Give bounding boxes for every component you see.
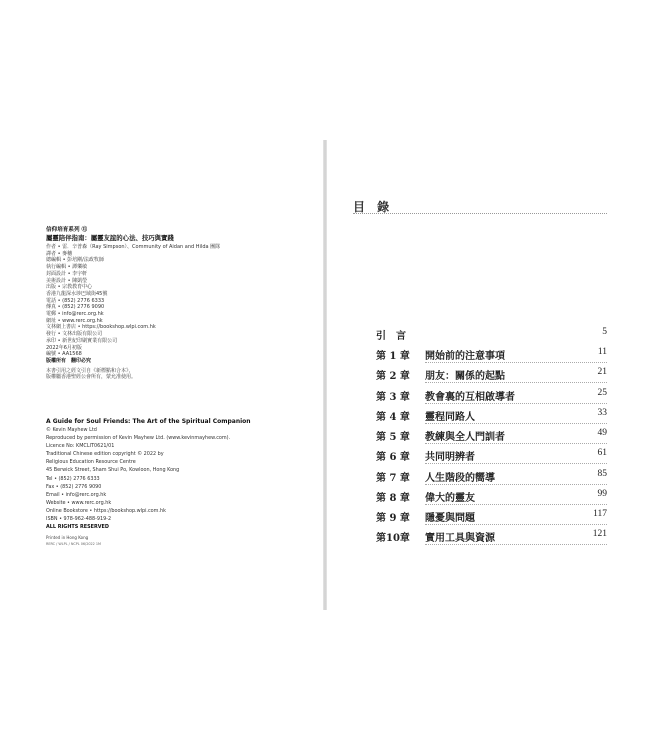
print-code: RERC / WLPL / NCPL 06/2022 1M bbox=[46, 542, 101, 547]
toc-dotted-rule bbox=[425, 403, 607, 404]
toc-page-number: 33 bbox=[597, 408, 607, 418]
toc-chapter-label: 第 6 章 bbox=[376, 452, 410, 463]
toc-page-number: 99 bbox=[597, 489, 607, 499]
toc-chapter-title: 共同明辨者 bbox=[425, 452, 475, 463]
credit-line: Licence No: KMCLIT0621/01 bbox=[46, 443, 115, 450]
toc-page-number: 85 bbox=[597, 469, 607, 479]
credit-line: Online Bookstore • https://bookshop.wlpi.com.hk bbox=[46, 507, 166, 514]
note-line: 本書引用之經文引自《新標點和合本》， bbox=[46, 367, 134, 374]
toc-chapter-label: 第 3 章 bbox=[376, 392, 410, 403]
series-name: 信仰培育系列 ⑪ bbox=[46, 227, 88, 233]
toc-entry bbox=[0, 448, 650, 462]
toc-page-number: 21 bbox=[597, 367, 607, 377]
credit-line: 發行 • 文林出版有限公司 bbox=[46, 331, 103, 338]
toc-dotted-rule bbox=[425, 524, 607, 525]
toc-entry bbox=[0, 428, 650, 442]
toc-chapter-title: 靈程同路人 bbox=[425, 412, 475, 423]
toc-chapter-label: 第 5 章 bbox=[376, 432, 410, 443]
toc-chapter-title: 朋友：關係的起點 bbox=[425, 371, 505, 382]
toc-chapter-label: 第 2 章 bbox=[376, 371, 410, 382]
toc-chapter-label: 第 1 章 bbox=[376, 351, 410, 362]
credit-line: 譯者 • 麥穗 bbox=[46, 250, 73, 257]
rights-chinese: 版權所有 翻印必究 bbox=[46, 357, 92, 364]
toc-chapter-title: 教練與全人門訓者 bbox=[425, 432, 505, 443]
toc-chapter-title: 開始前的注意事項 bbox=[425, 351, 505, 362]
toc-title-rule bbox=[353, 213, 607, 214]
book-title-chinese: 屬靈陪伴指南：屬靈友誼的心法、技巧與實踐 bbox=[46, 234, 174, 242]
toc-entry bbox=[0, 344, 650, 362]
credit-line: Website • www.rerc.org.hk bbox=[46, 499, 112, 506]
toc-chapter-label: 第 4 章 bbox=[376, 412, 410, 423]
credit-line: 網址 • www.rerc.org.hk bbox=[46, 317, 103, 324]
toc-page-number: 121 bbox=[592, 529, 607, 539]
credit-line: 文林網上書店 • https://bookshop.wlpi.com.hk bbox=[46, 324, 156, 331]
credit-line: 美術設計 • 陳凱瑩 bbox=[46, 277, 88, 284]
credit-line: 2022年6月初版 bbox=[46, 344, 82, 351]
credit-line: 總編輯 • 彭培剛/法政牧師 bbox=[46, 257, 104, 264]
toc-entry bbox=[0, 489, 650, 503]
toc-chapter-title: 偉大的靈友 bbox=[425, 493, 475, 504]
credit-line: 承印 • 新世紀印刷實業有限公司 bbox=[46, 337, 118, 344]
toc-title: 目 錄 bbox=[353, 200, 394, 214]
credit-line: 作者 • 雷．辛普森（Ray Simpson）、Community of Aidan and Hilda 團隊 bbox=[46, 244, 221, 250]
toc-page-number: 61 bbox=[597, 448, 607, 458]
book-title-english: A Guide for Soul Friends: The Art of the Spiritual Companion bbox=[46, 418, 251, 425]
credit-line: 封面設計 • 李宇軒 bbox=[46, 270, 88, 277]
rights-english: ALL RIGHTS RESERVED bbox=[46, 524, 109, 531]
toc-chapter-label: 第10章 bbox=[376, 533, 410, 544]
toc-entry bbox=[0, 469, 650, 483]
credit-line: 電郵 • info@rerc.org.hk bbox=[46, 311, 104, 318]
toc-entry bbox=[0, 367, 650, 381]
toc-dotted-rule bbox=[425, 443, 607, 444]
toc-page-number: 25 bbox=[597, 388, 607, 398]
toc-dotted-rule bbox=[425, 362, 607, 363]
toc-chapter-title: 教會裏的互相啟導者 bbox=[425, 392, 515, 403]
toc-page-number: 117 bbox=[593, 509, 607, 519]
toc-dotted-rule bbox=[425, 463, 607, 464]
toc-chapter-label: 第 8 章 bbox=[376, 493, 410, 504]
toc-chapter-label: 第 7 章 bbox=[376, 473, 410, 484]
toc-dotted-rule bbox=[425, 382, 607, 383]
toc-dotted-rule bbox=[425, 423, 607, 424]
toc-entry bbox=[0, 327, 650, 341]
toc-chapter-title: 實用工具與資源 bbox=[425, 533, 495, 544]
toc-chapter-label: 引 言 bbox=[376, 331, 406, 342]
credit-line: 電話 • (852) 2776 6333 bbox=[46, 297, 105, 304]
credit-line: 香港九龍深水埗巴域街45號 bbox=[46, 290, 108, 297]
toc-entry bbox=[0, 388, 650, 402]
toc-dotted-rule bbox=[425, 544, 607, 545]
toc-page-number: 5 bbox=[602, 327, 607, 337]
toc-dotted-rule bbox=[425, 504, 607, 505]
credit-line: ISBN • 978-962-488-919-2 bbox=[46, 516, 112, 523]
printed-location: Printed in Hong Kong bbox=[46, 535, 89, 541]
credit-line: 45 Berwick Street, Sham Shui Po, Kowloon, Hong Kong bbox=[46, 467, 180, 474]
credit-line: Traditional Chinese edition copyright © 2022 by bbox=[46, 451, 164, 458]
toc-entry bbox=[0, 529, 650, 543]
credit-line: 執行編輯 • 譚樂敏 bbox=[46, 264, 88, 271]
credit-line: © Kevin Mayhew Ltd bbox=[46, 427, 97, 433]
credit-line: 傳真 • (852) 2776 9090 bbox=[46, 304, 105, 311]
toc-entry bbox=[0, 509, 650, 523]
credit-line: Fax • (852) 2776 9090 bbox=[46, 483, 102, 490]
credit-line: Religious Education Resource Centre bbox=[46, 459, 136, 466]
credit-line: Email • info@rerc.org.hk bbox=[46, 491, 107, 498]
toc-page-number: 11 bbox=[597, 347, 607, 357]
toc-dotted-rule bbox=[425, 484, 607, 485]
toc-entry bbox=[0, 408, 650, 422]
credit-line: 出版 • 宗教教育中心 bbox=[46, 284, 93, 291]
credit-line: 編號 • AA1568 bbox=[46, 351, 82, 358]
credit-line: Tel • (852) 2776 6333 bbox=[46, 475, 100, 482]
toc-chapter-label: 第 9 章 bbox=[376, 513, 410, 524]
toc-chapter-title: 隱憂與問題 bbox=[425, 513, 475, 524]
toc-page-number: 49 bbox=[597, 428, 607, 438]
note-line: 版權屬香港聖經公會所有，蒙允准使用。 bbox=[46, 374, 137, 381]
credit-line: Reproduced by permission of Kevin Mayhew Ltd. (www.kevinmayhew.com). bbox=[46, 435, 231, 442]
toc-chapter-title: 人生階段的嚮導 bbox=[425, 473, 495, 484]
